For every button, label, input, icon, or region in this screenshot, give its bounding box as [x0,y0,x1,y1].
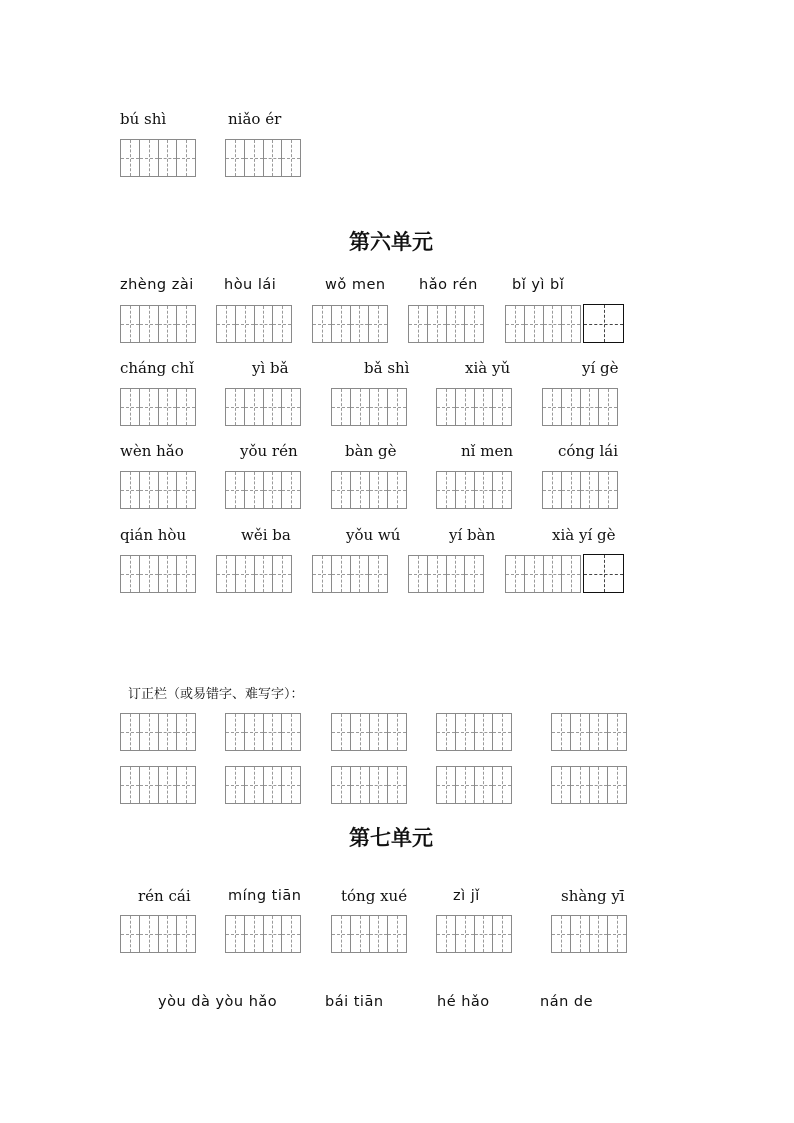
writing-grid[interactable] [408,305,484,343]
correction-grid[interactable] [331,766,407,804]
pinyin-word: qián hòu [120,526,187,544]
writing-grid[interactable] [216,555,292,593]
pinyin-word: yí bàn [449,526,496,544]
pinyin-word: wǒ men [325,277,386,293]
correction-grid[interactable] [331,713,407,751]
pinyin-word: bú shì [120,110,167,128]
writing-grid[interactable] [225,388,301,426]
pinyin-word: yí gè [582,359,619,377]
correction-label: 订正栏（或易错字、难写字）： [128,687,304,702]
writing-grid[interactable] [225,139,301,177]
pinyin-word: bǎ shì [364,359,410,377]
pinyin-word: bǐ yì bǐ [512,277,565,293]
writing-grid[interactable] [436,388,512,426]
writing-grid[interactable] [120,555,196,593]
pinyin-word: yì bǎ [252,359,289,377]
writing-cell-extra[interactable] [583,304,624,343]
correction-grid[interactable] [225,766,301,804]
correction-grid[interactable] [436,766,512,804]
pinyin-word: zì jǐ [453,888,480,904]
writing-grid[interactable] [120,305,196,343]
pinyin-word: bàn gè [345,442,397,460]
pinyin-word: hòu lái [224,277,277,293]
pinyin-word: tóng xué [341,887,408,905]
writing-grid[interactable] [120,388,196,426]
writing-grid[interactable] [505,305,581,343]
pinyin-word: hǎo rén [419,277,478,293]
pinyin-word: xià yǔ [465,359,511,377]
writing-grid[interactable] [331,471,407,509]
writing-grid[interactable] [120,915,196,953]
writing-cell-extra[interactable] [583,554,624,593]
pinyin-phrase: bái tiān [325,994,384,1010]
pinyin-word: wèn hǎo [120,442,184,460]
pinyin-word: cóng lái [558,442,618,460]
pinyin-word: míng tiān [228,888,302,904]
pinyin-word: cháng chǐ [120,359,194,377]
correction-grid[interactable] [551,713,627,751]
pinyin-word: xià yí gè [552,526,616,544]
writing-grid[interactable] [120,139,196,177]
pinyin-word: zhèng zài [120,277,194,293]
writing-grid[interactable] [436,471,512,509]
writing-grid[interactable] [331,388,407,426]
pinyin-word: yǒu rén [240,442,298,460]
writing-grid[interactable] [331,915,407,953]
writing-grid[interactable] [436,915,512,953]
pinyin-phrase: yòu dà yòu hǎo [158,994,278,1010]
correction-grid[interactable] [120,713,196,751]
pinyin-word: rén cái [138,887,191,905]
writing-grid[interactable] [225,915,301,953]
unit-7-heading: 第七单元 [349,826,433,850]
writing-grid[interactable] [542,471,618,509]
writing-grid[interactable] [551,915,627,953]
writing-grid[interactable] [312,555,388,593]
correction-grid[interactable] [225,713,301,751]
writing-grid[interactable] [225,471,301,509]
writing-grid[interactable] [120,471,196,509]
pinyin-word: shàng yī [561,887,625,905]
pinyin-phrase: nán de [540,994,593,1010]
pinyin-word: wěi ba [241,526,291,544]
correction-grid[interactable] [120,766,196,804]
writing-grid[interactable] [216,305,292,343]
writing-grid[interactable] [312,305,388,343]
pinyin-word: nǐ men [461,442,513,460]
writing-grid[interactable] [408,555,484,593]
pinyin-word: yǒu wú [346,526,401,544]
pinyin-phrase: hé hǎo [437,994,490,1010]
correction-grid[interactable] [436,713,512,751]
pinyin-word: niǎo ér [228,110,282,128]
writing-grid[interactable] [505,555,581,593]
unit-6-heading: 第六单元 [349,230,433,254]
writing-grid[interactable] [542,388,618,426]
correction-grid[interactable] [551,766,627,804]
